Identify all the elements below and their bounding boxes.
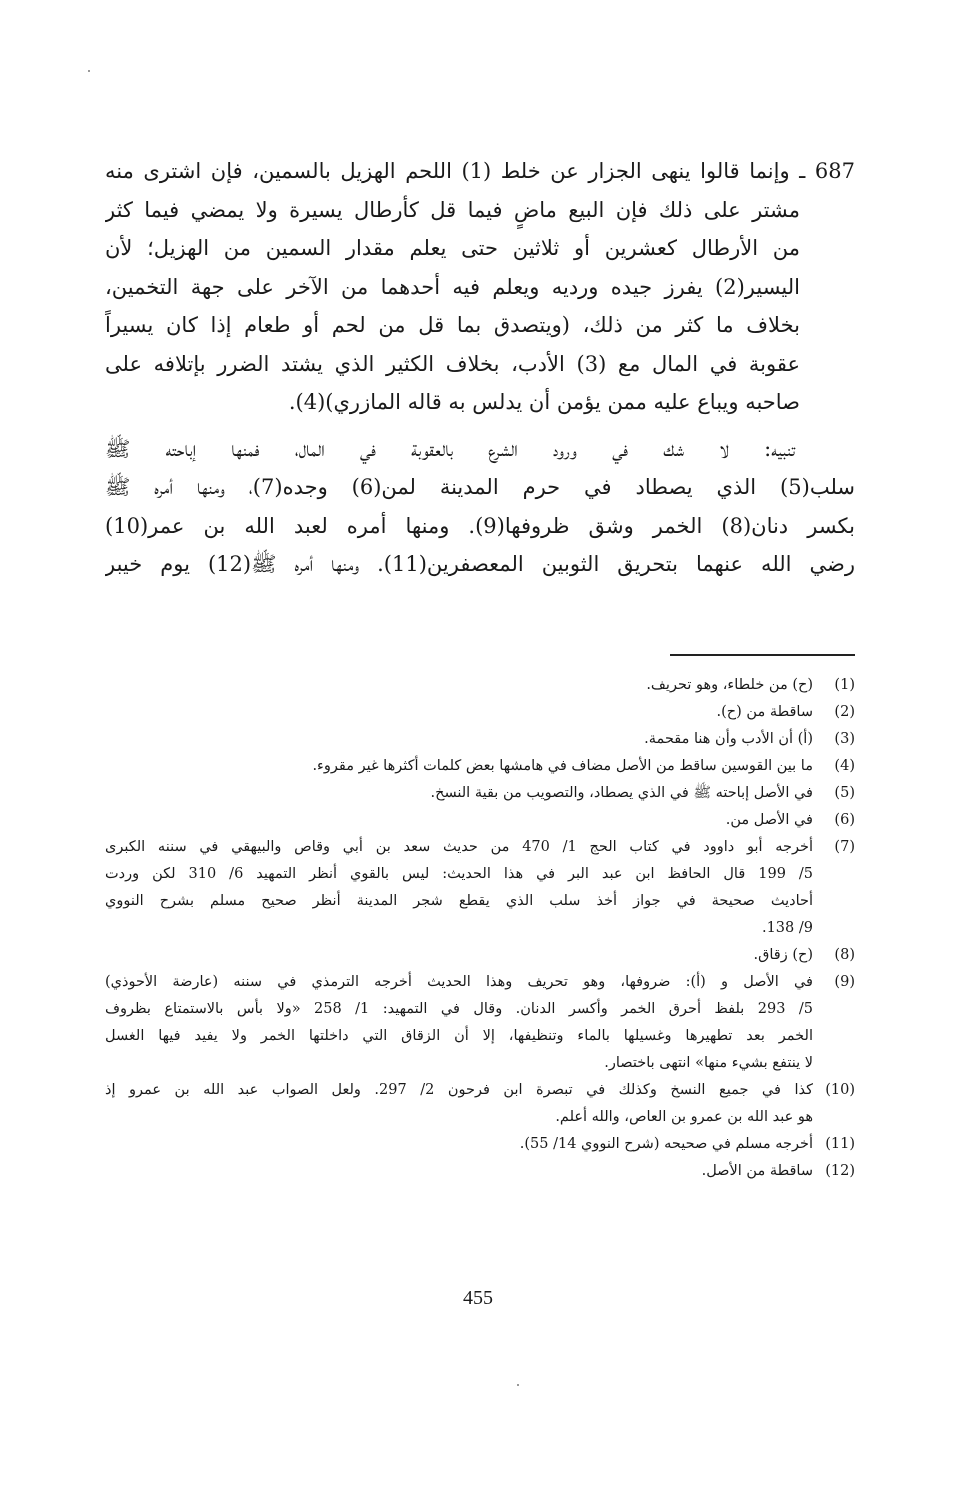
text-line: عقوبة في المال مع (3) الأدب، بخلاف الكثير الذي يشتد الضرر بإتلافه على — [105, 351, 800, 376]
footnote-number: (12) — [825, 1163, 855, 1179]
footnote-number: (11) — [825, 1136, 855, 1152]
text-line: سلب(5) الذي يصطاد في حرم المدينة لمن(6) وجده(7)، ومنها أمره ﷺ — [105, 475, 855, 499]
footnote-text: في الأصل إباحته ﷺ في الذي يصطاد، والتصويب من بقية النسخ. — [430, 785, 813, 801]
footnote-text: كذا في جميع النسخ وكذلك في تبصرة ابن فرحون 2/ 297. ولعل الصواب عبد الله بن عمرو إذ — [105, 1082, 813, 1098]
footnote-number: (10) — [825, 1082, 855, 1098]
footnote-number: (9) — [834, 974, 855, 990]
text-line: من الأرطال كعشرين أو ثلاثين حتى يعلم مقدار السمين من الهزيل؛ لأن — [105, 236, 800, 260]
footnote-text: ما بين القوسين ساقط من الأصل مضاف في هامشها بعض كلمات أكثرها غير مقروء. — [312, 758, 813, 774]
footnote-text: في الأصل من. — [725, 812, 813, 828]
footnote — [105, 699, 855, 726]
footnote — [105, 753, 855, 780]
footnote-text: في الأصل و (أ): ضروفها، وهو تحريف وهذا الحديث أخرجه الترمذي في سننه (عارضة الأحوذي) — [105, 974, 813, 990]
footnote — [105, 1077, 855, 1131]
footnote-number: (5) — [834, 785, 855, 801]
scan-speck — [88, 70, 90, 72]
text-line: مشتر على ذلك فإن البيع ماضٍ فيما قل كأرطال يسيرة ولا يمضي فيما كثر — [105, 197, 800, 222]
text-line: تنبيه: لا شك في ورود الشرع بالعقوبة في المال، فمنها إباحته ﷺ — [105, 436, 795, 461]
footnote-text: 5/ 293 بلفظ أحرق الخمر وأكسر الدنان. وقال في التمهيد: 1/ 258 «ولا بأس بالاستمتاع بظروف — [105, 1001, 813, 1017]
footnote-text: هو عبد الله بن عمرو بن العاص، والله أعلم. — [555, 1109, 813, 1125]
main-text — [105, 152, 855, 584]
footnote-text: أحاديث صحيحة في جواز أخذ سلب الذي يقطع شجر المدينة أنظر صحيح مسلم بشرح النووي — [105, 893, 813, 909]
footnote-separator — [670, 654, 855, 656]
footnote-text: أخرجه مسلم في صحيحه (شرح النووي 14/ 55). — [519, 1136, 813, 1152]
text-line: اليسير(2) يفرز جيده ورديه ويعلم فيه أحدهما من الآخر على جهة التخمين، — [105, 274, 800, 299]
paragraph-687 — [105, 152, 855, 422]
text-line: 687 ـ وإنما قالوا ينهى الجزار عن خلط (1) اللحم الهزيل بالسمين، فإن اشترى منه — [105, 159, 855, 183]
footnote — [105, 726, 855, 753]
footnote — [105, 834, 855, 942]
footnote-text: (ح) زقاق. — [753, 947, 813, 963]
page-number: 455 — [463, 1287, 493, 1309]
footnote-text: لا ينتفع بشيء منها» انتهى باختصار. — [604, 1055, 813, 1071]
footnote — [105, 780, 855, 807]
footnote-number: (8) — [834, 947, 855, 963]
text-line: رضي الله عنهما بتحريق الثوبين المعصفرين(11). ومنها أمره ﷺ(12) يوم خيبر — [105, 552, 855, 576]
footnote — [105, 672, 855, 699]
footnote-text: (أ) أن الأدب وأن هنا مقحمة. — [644, 731, 813, 747]
text-line: صاحبه ويباع عليه ممن يؤمن أن يدلس به قاله المازري)(4). — [288, 390, 800, 414]
footnotes — [105, 672, 855, 1185]
footnote-number: (1) — [834, 677, 855, 693]
footnote — [105, 969, 855, 1077]
footnote-number: (3) — [834, 731, 855, 747]
footnote-text: أخرجه أبو داوود في كتاب الحج 1/ 470 من حديث سعد بن أبي وقاص والبيهقي في سننه الكبرى — [105, 839, 813, 855]
text-line: بكسر دنان(8) الخمر وشق ظروفها(9). ومنها أمره لعبد الله بن عمر(10) — [105, 513, 855, 538]
footnote-text: الخمر بعد تطهيرها وغسيلها بالماء وتنظيفها، إلا أن الزقاق التي داخلتها الخمر ولا يفيد فيها الغسل — [105, 1028, 813, 1044]
footnote-text: 9/ 138. — [761, 920, 813, 936]
footnote-text: ساقطة من (ح). — [716, 704, 813, 720]
text-line: بخلاف ما كثر من ذلك، (ويتصدق بما قل من لحم أو طعام إذا كان يسيراً — [105, 313, 800, 337]
footnote — [105, 942, 855, 969]
footnote — [105, 1158, 855, 1185]
footnote-text: (ح) من خلطاء، وهو تحريف. — [646, 677, 813, 693]
paragraph-tanbih — [105, 430, 855, 584]
footnote-number: (6) — [834, 812, 855, 828]
footnote — [105, 1131, 855, 1158]
footnote-text: ساقطة من الأصل. — [701, 1163, 813, 1179]
footnote-number: (2) — [834, 704, 855, 720]
scan-speck — [517, 1384, 519, 1386]
footnote-number: (4) — [834, 758, 855, 774]
footnote-number: (7) — [834, 839, 855, 855]
footnote-text: 5/ 199 قال الحافظ ابن عبد البر في هذا الحديث: ليس بالقوي أنظر التمهيد 6/ 310 لكن وردت — [105, 866, 813, 882]
footnote — [105, 807, 855, 834]
